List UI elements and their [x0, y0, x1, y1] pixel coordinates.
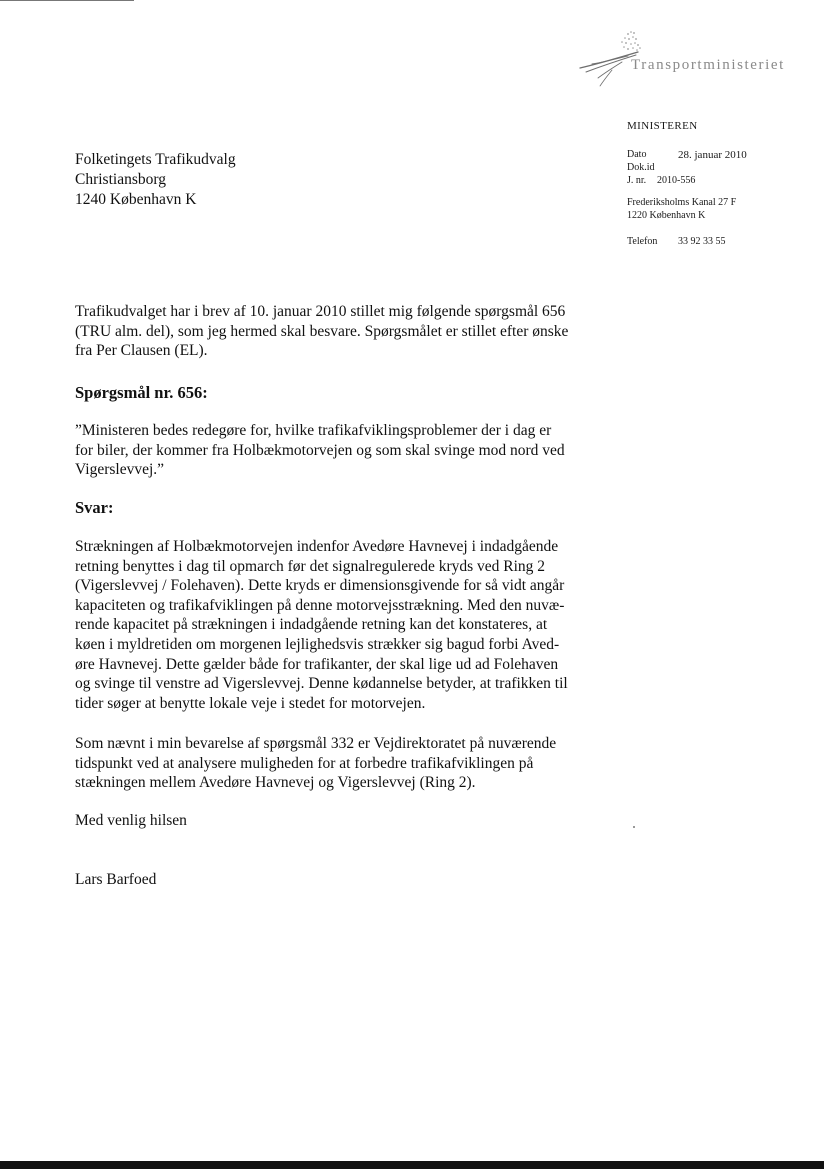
recipient-line-3: 1240 København K	[75, 191, 197, 208]
answer-line: kapaciteten og trafikafviklingen på denne motorvejsstrækning. Med den nuvæ-	[75, 596, 565, 614]
jnr-row	[627, 175, 696, 186]
logo-wordmark: Transportministeriet	[631, 57, 785, 73]
phone-row	[627, 236, 726, 247]
intro-line: (TRU alm. del), som jeg hermed skal besvare. Spørgsmålet er stillet efter ønske	[75, 322, 569, 340]
answer-line: tidspunkt ved at analysere muligheden for at forbedre trafikafviklingen på	[75, 754, 534, 772]
answer-line: retning benyttes i dag til opmarch før det signalregulerede kryds ved Ring 2	[75, 557, 546, 575]
answer-line: øre Havnevej. Dette gælder både for trafikanter, der skal lige ud ad Folehaven	[75, 655, 559, 673]
question-line: ”Ministeren bedes redegøre for, hvilke trafikafviklingsproblemer der i dag er	[75, 422, 552, 439]
intro-line: Trafikudvalget har i brev af 10. januar 2010 stillet mig følgende spørgsmål 656	[75, 303, 566, 320]
answer-line: rende kapacitet på strækningen i indadgående retning kan det konstateres, at	[75, 616, 548, 634]
question-line: Vigerslevvej.”	[75, 461, 165, 479]
answer-line: Som nævnt i min bevarelse af spørgsmål 332 er Vejdirektoratet på nuværende	[75, 735, 557, 752]
question-text	[75, 421, 595, 480]
recipient-address	[75, 150, 236, 210]
answer-line: og svinge til venstre ad Vigerslevvej. Denne kødannelse betyder, at trafikken til	[75, 675, 568, 693]
jnr-label: J. nr.	[627, 175, 647, 186]
intro-paragraph	[75, 302, 595, 361]
date-label: Dato	[627, 149, 647, 160]
intro-line: fra Per Clausen (EL).	[75, 342, 208, 360]
address-line-1: Frederiksholms Kanal 27 F	[627, 197, 737, 208]
answer-line: Strækningen af Holbækmotorvejen indenfor Avedøre Havnevej i indadgående	[75, 538, 559, 555]
dokid-row	[627, 162, 655, 173]
answer-line: køen i myldretiden om morgenen lejlighedsvis strækker sig bagud forbi Aved-	[75, 635, 560, 653]
question-heading: Spørgsmål nr. 656:	[75, 383, 208, 402]
answer-line: stækningen mellem Avedøre Havnevej og Vigerslevvej (Ring 2).	[75, 774, 476, 792]
answer-paragraph-2	[75, 734, 595, 793]
jnr-value: 2010-556	[657, 175, 696, 186]
answer-heading: Svar:	[75, 498, 114, 517]
answer-line: tider søger at benytte lokale veje i stedet for motorvejen.	[75, 694, 426, 712]
recipient-line-2: Christiansborg	[75, 171, 166, 188]
phone-value: 33 92 33 55	[678, 236, 726, 247]
dokid-label: Dok.id	[627, 162, 655, 173]
signature-name: Lars Barfoed	[75, 871, 157, 888]
recipient-line-1: Folketingets Trafikudvalg	[75, 151, 236, 168]
date-row	[627, 149, 747, 161]
answer-line: (Vigerslevvej / Folehaven). Dette kryds er dimensionsgivende for så vidt angår	[75, 577, 565, 595]
closing-greeting: Med venlig hilsen	[75, 812, 187, 829]
scan-edge-line	[0, 0, 134, 1]
date-value: 28. januar 2010	[678, 149, 747, 161]
scan-speck	[633, 826, 635, 828]
question-line: for biler, der kommer fra Holbækmotorvejen og som skal svinge mod nord ved	[75, 441, 565, 459]
transportministeriet-logo	[578, 22, 818, 102]
phone-label: Telefon	[627, 236, 658, 247]
scan-bottom-edge	[0, 1161, 824, 1169]
address-line-2: 1220 København K	[627, 210, 706, 221]
sender-title: MINISTEREN	[627, 120, 698, 132]
answer-paragraph-1	[75, 537, 595, 713]
